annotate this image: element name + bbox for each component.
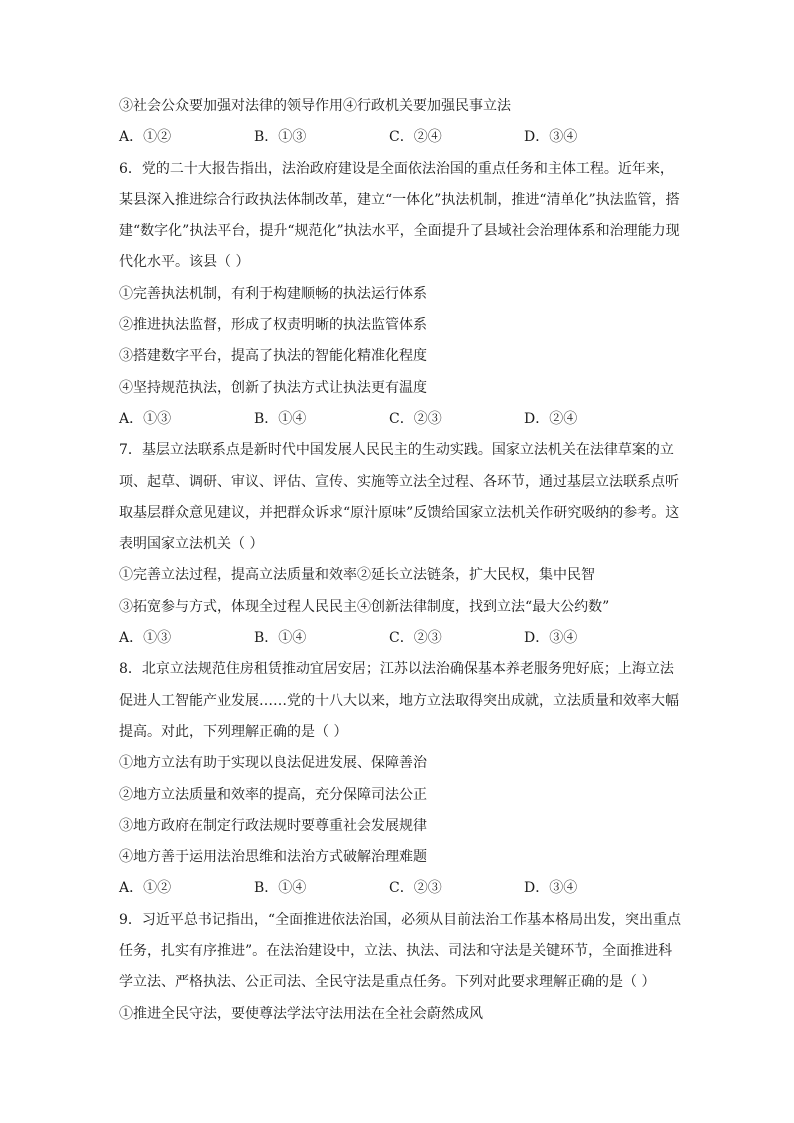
text-line: ①完善执法机制，有利于构建顺畅的执法运行体系	[119, 285, 427, 302]
text-line: ③拓宽参与方式，体现全过程人民民主④创新法律制度，找到立法“最大公约数”	[119, 598, 610, 615]
answer-choices	[119, 629, 679, 660]
text-line: 项、起草、调研、审议、评估、宣传、实施等立法全过程、各环节，通过基层立法联系点听	[119, 473, 679, 490]
text-line: 取基层群众意见建议，并把群众诉求“原汁原味”反馈给国家立法机关作研究吸纳的参考。这	[119, 504, 680, 521]
answer-choice: A．①③	[119, 410, 172, 427]
answer-choice: C．②③	[389, 630, 442, 647]
text-line: 9．习近平总书记指出，“全面推进依法治国，必须从目前法治工作基本格局出发，突出重点	[119, 911, 682, 928]
text-line: 某县深入推进综合行政执法体制改革，建立“一体化”执法机制，推进“清单化”执法监管，搭	[119, 191, 680, 208]
text-line: ②地方立法质量和效率的提高，充分保障司法公正	[119, 786, 427, 803]
answer-choice: D．③④	[524, 129, 578, 146]
answer-choice: B．①④	[254, 630, 307, 647]
text-line: 代化水平。该县（ ）	[119, 254, 250, 271]
answer-choice: A．①③	[119, 630, 172, 647]
answer-choice: D．③④	[524, 880, 578, 897]
text-line: ④地方善于运用法治思维和法治方式破解治理难题	[119, 849, 427, 866]
answer-choice: A．①②	[119, 880, 172, 897]
text-line: ③社会公众要加强对法律的领导作用④行政机关要加强民事立法	[119, 98, 511, 114]
text-line: 8．北京立法规范住房租赁推动宜居安居；江苏以法治确保基本养老服务兜好底；上海立法	[119, 661, 674, 678]
text-line: 表明国家立法机关（ ）	[119, 536, 264, 553]
question-content	[119, 97, 682, 1036]
answer-choices	[119, 410, 679, 441]
answer-choice: A．①②	[119, 129, 172, 146]
text-line: 建“数字化”执法平台，提升“规范化”执法水平，全面提升了县域社会治理体系和治理能力现	[119, 223, 680, 240]
text-line: 促进人工智能产业发展……党的十八大以来，地方立法取得突出成就，立法质量和效率大幅	[119, 692, 679, 709]
answer-choice: B．①④	[254, 880, 307, 897]
text-line: ③地方政府在制定行政法规时要尊重社会发展规律	[119, 817, 427, 834]
text-line: 任务，扎实有序推进”。在法治建设中，立法、执法、司法和守法是关键环节，全面推进科	[119, 943, 673, 960]
text-line: 学立法、严格执法、公正司法、全民守法是重点任务。下列对此要求理解正确的是（ ）	[119, 974, 656, 991]
text-line: ④坚持规范执法，创新了执法方式让执法更有温度	[119, 379, 427, 396]
text-line: 6．党的二十大报告指出，法治政府建设是全面依法治国的重点任务和主体工程。近年来，	[119, 160, 674, 177]
answer-choice: D．②④	[524, 410, 578, 427]
text-line: ③搭建数字平台，提高了执法的智能化精准化程度	[119, 348, 427, 365]
answer-choice: B．①③	[254, 129, 307, 146]
text-line: 提高。对此，下列理解正确的是（ ）	[119, 723, 348, 740]
answer-choice: D．③④	[524, 630, 578, 647]
answer-choice: C．②③	[389, 880, 442, 897]
answer-choice: B．①④	[254, 410, 307, 427]
answer-choices	[119, 879, 679, 910]
answer-choice: C．②③	[389, 410, 442, 427]
text-line: ②推进执法监督，形成了权责明晰的执法监管体系	[119, 317, 427, 334]
answer-choice: C．②④	[389, 129, 442, 146]
text-line: 7．基层立法联系点是新时代中国发展人民民主的生动实践。国家立法机关在法律草案的立	[119, 442, 674, 459]
text-line: ①完善立法过程，提高立法质量和效率②延长立法链条，扩大民权，集中民智	[119, 567, 595, 584]
text-line: ①推进全民守法，要使尊法学法守法用法在全社会蔚然成风	[119, 1005, 483, 1022]
text-line: ①地方立法有助于实现以良法促进发展、保障善治	[119, 755, 427, 772]
answer-choices	[119, 128, 679, 159]
